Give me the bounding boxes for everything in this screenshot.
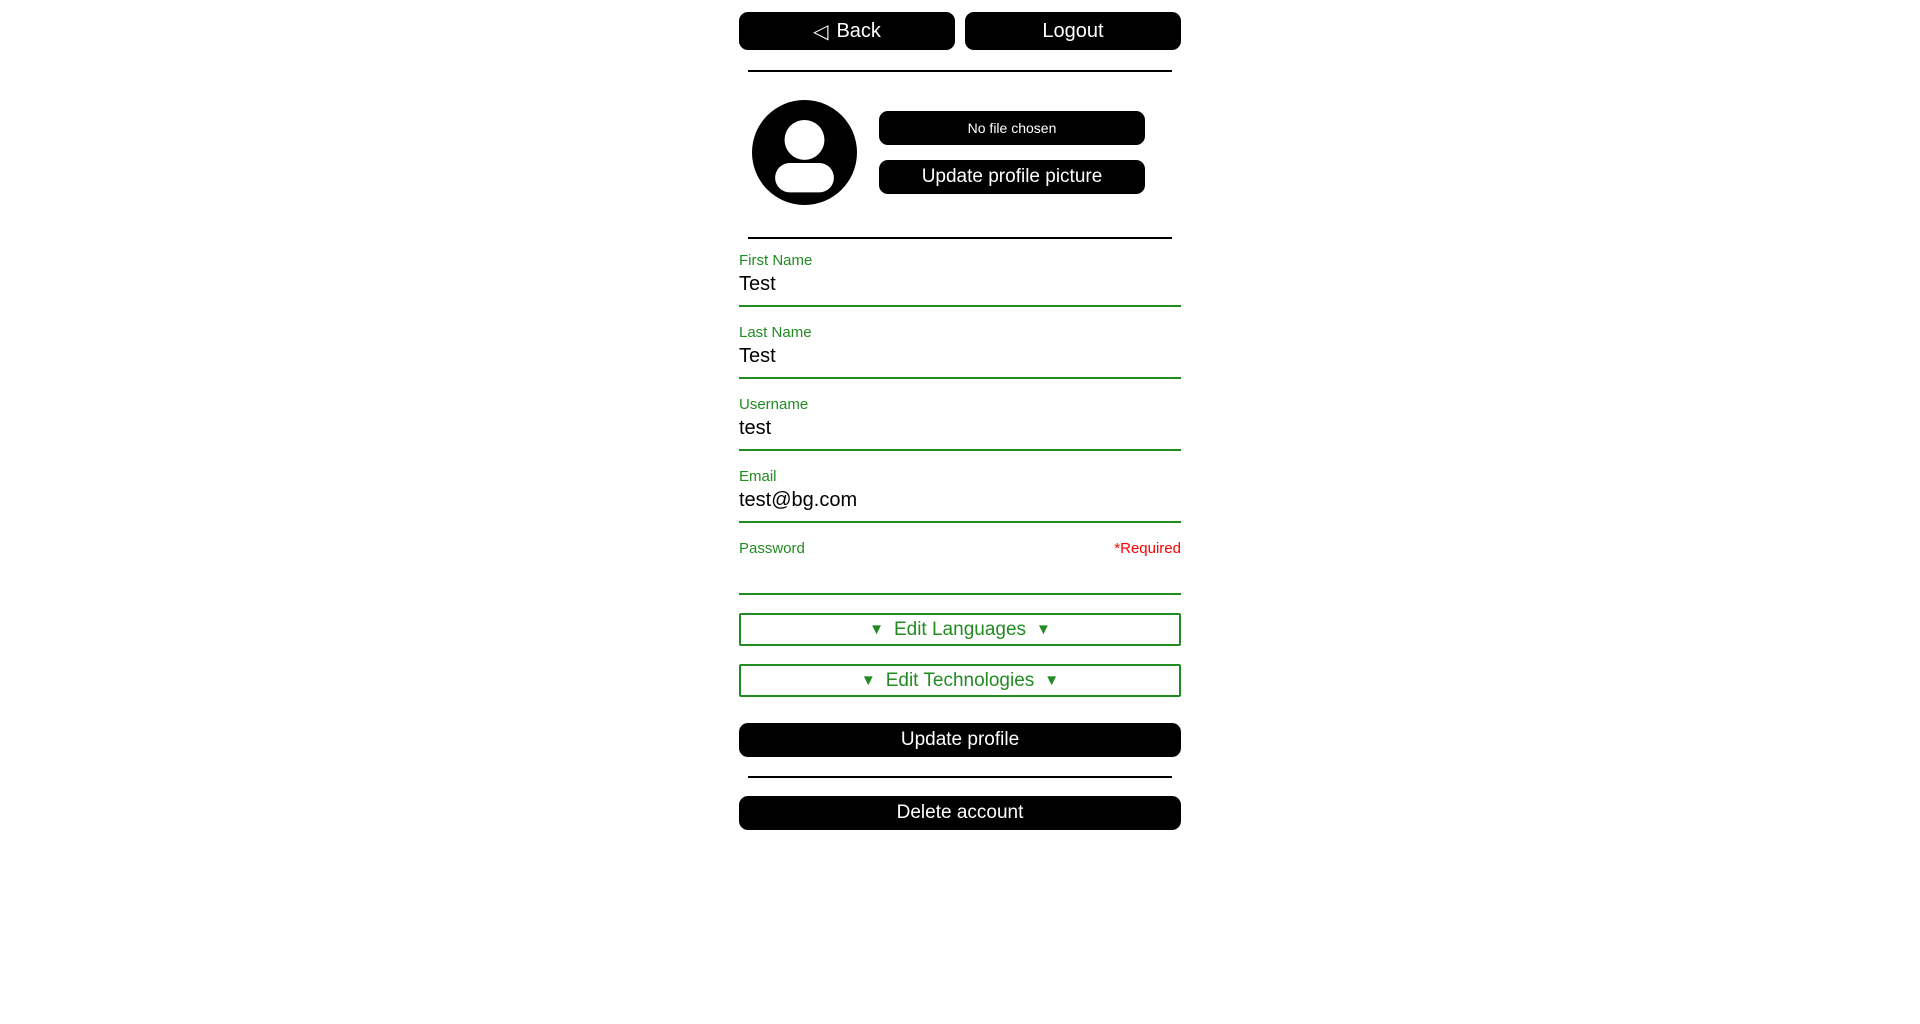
file-input-status-label: No file chosen <box>967 120 1057 136</box>
update-profile-button[interactable] <box>739 723 1181 757</box>
topbar <box>739 12 1181 50</box>
chevron-down-icon: ▼ <box>860 672 876 689</box>
back-button-label: Back <box>836 19 881 42</box>
delete-account-button[interactable] <box>739 796 1181 830</box>
logout-button[interactable] <box>965 12 1181 50</box>
back-button[interactable] <box>739 12 955 50</box>
profile-form <box>739 252 1181 757</box>
password-label-row <box>739 540 1181 558</box>
profile-page <box>739 12 1181 830</box>
password-input[interactable] <box>739 558 1181 595</box>
edit-technologies-button[interactable] <box>739 664 1181 697</box>
password-field <box>739 540 1181 595</box>
email-input[interactable] <box>739 486 1181 523</box>
chevron-down-icon: ▼ <box>1044 672 1060 689</box>
profile-picture-file-input[interactable] <box>879 111 1145 145</box>
email-label: Email <box>739 468 777 485</box>
divider-bottom <box>748 776 1172 778</box>
chevron-down-icon: ▼ <box>869 621 884 638</box>
required-note: *Required <box>1114 540 1181 557</box>
first-name-label: First Name <box>739 252 813 269</box>
edit-languages-button[interactable] <box>739 613 1181 646</box>
edit-languages-label: Edit Languages <box>893 618 1027 640</box>
first-name-input[interactable] <box>739 270 1181 307</box>
update-profile-label: Update profile <box>900 729 1020 750</box>
email-field <box>739 468 1181 523</box>
last-name-field <box>739 324 1181 379</box>
divider-middle <box>748 237 1172 239</box>
edit-technologies-label: Edit Technologies <box>885 669 1035 691</box>
profile-picture-section <box>739 100 1181 205</box>
username-field <box>739 396 1181 451</box>
person-circle-icon <box>752 100 857 205</box>
username-label: Username <box>739 396 809 413</box>
picture-buttons <box>879 111 1145 194</box>
chevron-down-icon: ▼ <box>1036 621 1051 638</box>
update-profile-picture-button[interactable] <box>879 160 1145 194</box>
password-label: Password <box>739 540 805 557</box>
last-name-label: Last Name <box>739 324 812 341</box>
last-name-input[interactable] <box>739 342 1181 379</box>
logout-button-label: Logout <box>1042 19 1104 42</box>
first-name-field <box>739 252 1181 307</box>
back-arrow-icon: ◁ <box>813 20 829 43</box>
divider-top <box>748 70 1172 72</box>
update-profile-picture-label: Update profile picture <box>921 166 1103 187</box>
username-input[interactable] <box>739 414 1181 451</box>
delete-account-label: Delete account <box>896 802 1024 823</box>
